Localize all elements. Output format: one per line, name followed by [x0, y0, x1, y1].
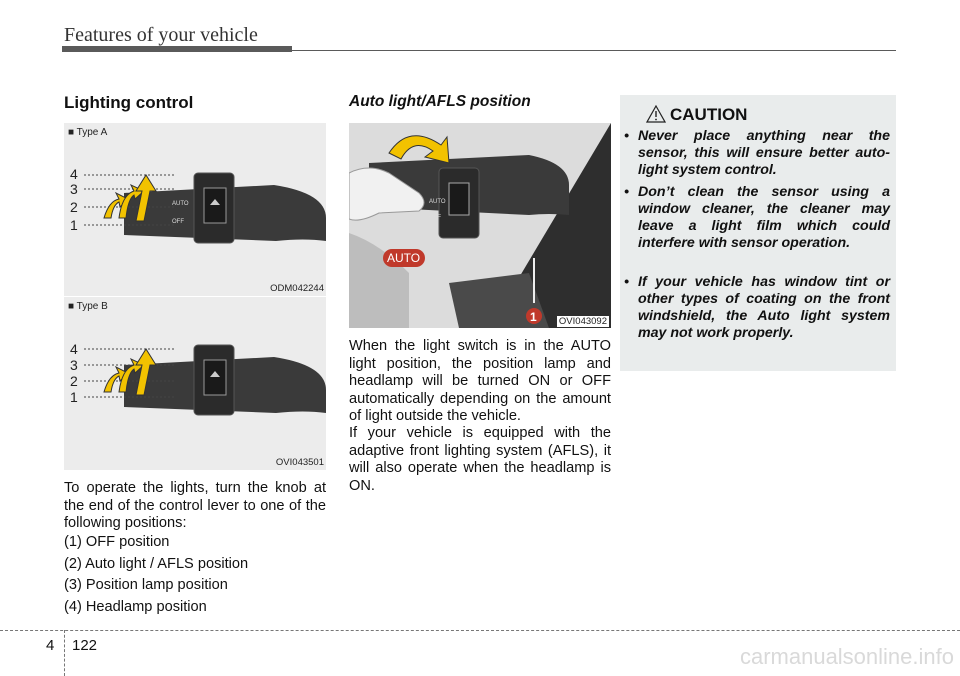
auto-section-title: Auto light/AFLS position: [349, 93, 531, 110]
position-label-1: 1: [70, 217, 78, 233]
position-label-3: 3: [70, 357, 78, 373]
figure-type-b: [64, 297, 326, 470]
lever-a-auto-marking: AUTO: [172, 201, 189, 207]
footer-rule: [0, 630, 960, 631]
lever-a-off-marking: OFF: [172, 219, 184, 225]
figure-auto-light: [349, 123, 611, 328]
bullet-icon: •: [624, 184, 629, 200]
position-label-3: 3: [70, 181, 78, 197]
intro-paragraph: To operate the lights, turn the knob at the end of the control lever to one of the following positions:: [64, 480, 326, 531]
chapter-number: 4: [46, 637, 55, 654]
caution-item-1-text: Never place anything near the sensor, this will ensure better auto-light system control.: [638, 128, 890, 178]
position-item-2: (2) Auto light / AFLS position: [64, 556, 249, 572]
figure-b-label-text: Type B: [76, 301, 108, 312]
lever-a-illustration: [64, 123, 326, 296]
figure-a-label-text: Type A: [76, 127, 108, 138]
position-label-4: 4: [70, 166, 78, 182]
header-rule: [292, 50, 896, 51]
position-item-1: (1) OFF position: [64, 534, 170, 550]
footer-divider: [64, 630, 65, 676]
auto-figure-code: OVI043092: [558, 316, 607, 327]
caution-item-2-text: Don’t clean the sensor using a window cleaner, the cleaner may leave a light film which could interfere with sensor operation.: [638, 184, 890, 251]
lever-b-illustration: [64, 297, 326, 470]
square-bullet-icon: ■: [68, 301, 75, 312]
page-number: 122: [72, 637, 98, 654]
auto-badge: AUTO: [387, 251, 421, 265]
position-label-1: 1: [70, 389, 78, 405]
caution-item-1: [624, 128, 890, 179]
warning-triangle-icon: [646, 105, 666, 123]
watermark: carmanualsonline.info: [739, 644, 954, 669]
figure-type-a: [64, 123, 326, 296]
lever-off-marking: OFF: [429, 215, 441, 221]
square-bullet-icon: ■: [68, 127, 75, 138]
auto-paragraph-2: If your vehicle is equipped with the adaptive front lighting system (AFLS), it will also operate when the headlamp is ON.: [349, 425, 611, 494]
header-title: Features of your vehicle: [64, 24, 258, 46]
position-label-4: 4: [70, 341, 78, 357]
lever-auto-marking: AUTO: [429, 199, 446, 205]
bullet-icon: •: [624, 274, 629, 290]
position-item-3: (3) Position lamp position: [64, 577, 228, 593]
caution-title: CAUTION: [670, 105, 748, 124]
caution-item-3-text: If your vehicle has window tint or other types of coating on the front windshield, the Auto light system may not work properly.: [638, 274, 890, 341]
bullet-icon: •: [624, 128, 629, 144]
figure-b-code: OVI043501: [275, 457, 324, 468]
auto-light-illustration: [349, 123, 611, 328]
position-label-2: 2: [70, 199, 78, 215]
section-title: Lighting control: [64, 93, 194, 112]
header-bar: [62, 46, 292, 52]
position-label-2: 2: [70, 373, 78, 389]
caution-item-3: [624, 274, 890, 342]
position-item-4: (4) Headlamp position: [64, 599, 207, 615]
caution-item-2: [624, 184, 890, 252]
auto-paragraph-1: When the light switch is in the AUTO light position, the position lamp and headlamp will be turned ON or OFF automatically depending on the amount of light outside the vehicle.: [349, 338, 611, 424]
auto-callout-number: 1: [530, 310, 537, 324]
figure-a-code: ODM042244: [270, 283, 324, 294]
